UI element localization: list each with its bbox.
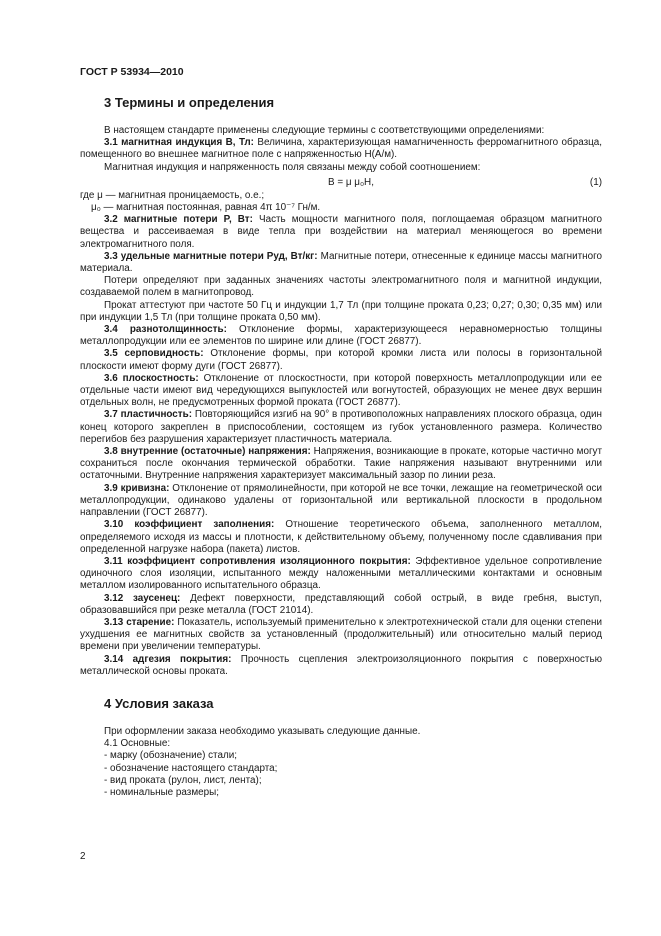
term-3-10 bbox=[80, 519, 602, 556]
term-3-3-label: 3.3 удельные магнитные потери Pуд, Вт/кг: bbox=[104, 250, 318, 262]
term-3-14 bbox=[80, 654, 602, 678]
term-3-12 bbox=[80, 593, 602, 617]
term-3-11-text: Эффективное удельное сопротивление одиночного слоя изоляции, испытанного между наложенными металлическими контактами и основным металлом изолированного испытательного образца. bbox=[80, 555, 602, 592]
standard-header: ГОСТ Р 53934—2010 bbox=[80, 66, 184, 78]
term-3-2 bbox=[80, 214, 602, 251]
term-3-8 bbox=[80, 446, 602, 483]
list-item: - номинальные размеры; bbox=[104, 786, 219, 798]
subsection-4-1: 4.1 Основные: bbox=[104, 738, 171, 750]
term-3-12-label: 3.12 заусенец: bbox=[104, 592, 181, 604]
term-3-13 bbox=[80, 617, 602, 654]
term-3-8-text: Напряжения, возникающие в прокате, которые частично могут сохраниться после окончания термической обработки. Такие напряжения называют внутренними или остаточными. Внутренние напряжения характеризует максимальный зазор по линии реза. bbox=[80, 446, 603, 482]
term-3-13-text: Показатель, используемый применительно к электротехнической стали для оценки степени ухудшения ее магнитных свойств за установленный (продолжительный) или относительно малый период времени при увеличении температуры. bbox=[80, 616, 602, 653]
section-4-intro: При оформлении заказа необходимо указывать следующие данные. bbox=[104, 725, 421, 737]
term-3-14-label: 3.14 адгезия покрытия: bbox=[104, 653, 232, 665]
term-3-7 bbox=[80, 409, 602, 446]
term-3-4 bbox=[80, 324, 602, 348]
term-3-10-text: Отношение теоретического объема, заполненного металлом, определяемого исходя из массы и плотности, к действительному объему, полученному после сдавливания при определенной нагрузке набора (пакета) листов. bbox=[80, 519, 602, 555]
term-3-6 bbox=[80, 373, 602, 410]
term-3-11-label: 3.11 коэффициент сопротивления изоляционного покрытия: bbox=[104, 555, 411, 567]
formula-1 bbox=[80, 175, 602, 190]
list-item: - вид проката (рулон, лист, лента); bbox=[104, 774, 262, 786]
term-3-3 bbox=[80, 251, 602, 275]
term-3-4-text: Отклонение формы, характеризующееся неравномерностью толщины металлопродукции или ее элементов по ширине или длине (ГОСТ 26877). bbox=[80, 324, 602, 348]
term-3-5 bbox=[80, 348, 602, 372]
term-3-13-label: 3.13 старение: bbox=[104, 616, 175, 628]
term-3-1-text: Величина, характеризующая намагниченность ферромагнитного образца, помещенного во внешнее магнитное поле с напряженностью H(А/м). bbox=[80, 137, 603, 161]
page-content bbox=[80, 95, 602, 799]
term-3-2-label: 3.2 магнитные потери P, Вт: bbox=[104, 214, 253, 226]
term-3-5-label: 3.5 серповидность: bbox=[104, 348, 204, 360]
term-3-10-label: 3.10 коэффициент заполнения: bbox=[104, 519, 275, 531]
term-3-9-text: Отклонение от прямолинейности, при которой не все точки, лежащие на геометрической оси металлопродукции, одинаково удалены от горизонтальной или вертикальной плоскости в продольном направлении (ГОСТ 26877). bbox=[80, 482, 602, 519]
section-3-intro: В настоящем стандарте применены следующие термины с соответствующими определениями: bbox=[104, 125, 545, 136]
legend-mu: где μ — магнитная проницаемость, о.е.; bbox=[80, 189, 265, 201]
term-3-7-text: Повторяющийся изгиб на 90° в противоположных направлениях плоского образца, один конец которого закреплен в приспособлении, состоящем из губок установленного размера. Количество перегибов без разрушения характеризует пластичность материала. bbox=[80, 409, 602, 445]
formula-number: (1) bbox=[589, 176, 602, 188]
term-3-9-label: 3.9 кривизна: bbox=[104, 482, 170, 494]
legend-mu0: μ₀ — магнитная постоянная, равная 4π 10⁻⁷ Гн/м. bbox=[91, 202, 321, 214]
section-3-title: 3 Термины и определения bbox=[104, 95, 275, 110]
formula-expression: B = μ μ₀H, bbox=[328, 176, 374, 188]
term-3-9 bbox=[80, 483, 602, 520]
term-3-3-text: Магнитные потери, отнесенные к единице массы магнитного материала. bbox=[80, 250, 602, 275]
list-item: - обозначение настоящего стандарта; bbox=[104, 762, 278, 774]
induction-relation: Магнитная индукция и напряженность поля связаны между собой соотношением: bbox=[104, 161, 481, 173]
term-3-8-label: 3.8 внутренние (остаточные) напряжения: bbox=[104, 446, 311, 458]
term-3-5-text: Отклонение формы, при которой кромки листа или полосы в горизонтальной плоскости имеют форму дуги (ГОСТ 26877). bbox=[80, 348, 602, 372]
term-3-4-label: 3.4 разнотолщинность: bbox=[104, 324, 227, 336]
term-3-12-text: Дефект поверхности, представляющий собой острый, в виде гребня, выступ, образовавшийся при резке металла (ГОСТ 21014). bbox=[80, 592, 602, 616]
term-3-1-label: 3.1 магнитная индукция B, Тл: bbox=[104, 137, 254, 149]
losses-note: Потери определяют при заданных значениях частоты электромагнитного поля и магнитной индукции, создаваемой полем в магнитопровод. bbox=[80, 275, 602, 299]
term-3-7-label: 3.7 пластичность: bbox=[104, 409, 192, 421]
section-4-title: 4 Условия заказа bbox=[104, 695, 214, 711]
term-3-11 bbox=[80, 556, 602, 593]
list-item: - марку (обозначение) стали; bbox=[104, 750, 237, 762]
term-3-14-text: Прочность сцепления электроизоляционного покрытия с поверхностью металлической основы проката. bbox=[80, 653, 602, 677]
order-data-list bbox=[80, 750, 602, 799]
term-3-6-label: 3.6 плоскостность: bbox=[104, 372, 199, 384]
formula-legend bbox=[80, 190, 602, 214]
term-3-1 bbox=[80, 137, 602, 161]
page-number: 2 bbox=[80, 851, 86, 862]
rolled-note: Прокат аттестуют при частоте 50 Гц и индукции 1,7 Тл (при толщине проката 0,23; 0,27; 0,30; 0,35 мм) или при индукции 1,5 Тл (при толщине проката 0,50 мм). bbox=[80, 299, 602, 323]
term-3-2-text: Часть мощности магнитного поля, поглощаемая образцом магнитного вещества и рассеиваемая в виде тепла при воздействии на материал меняющегося во времени электромагнитного поля. bbox=[80, 214, 602, 250]
term-3-6-text: Отклонение от плоскостности, при которой поверхность металлопродукции или ее отдельные части имеют вид чередующихся выпуклостей или вогнутостей, образующих не менее двух вершин отдельных волн, не предусмотренных формой проката (ГОСТ 26877). bbox=[80, 372, 602, 409]
